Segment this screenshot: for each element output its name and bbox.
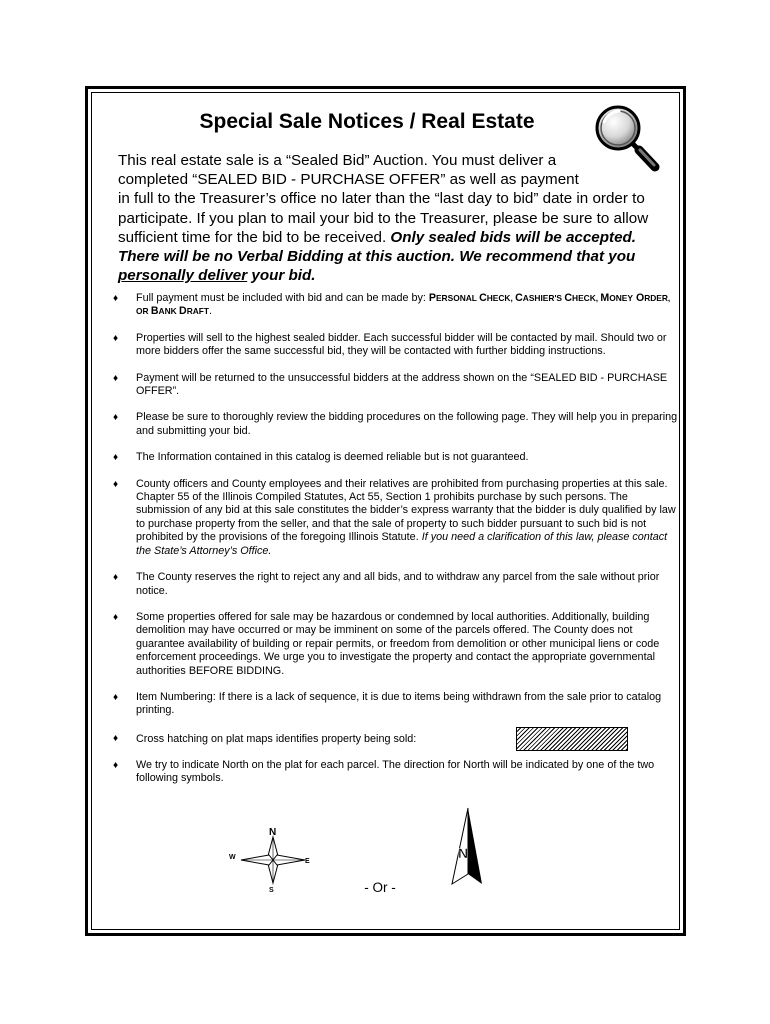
diamond-bullet-icon: ♦ bbox=[113, 611, 119, 623]
intro-first-lines: This real estate sale is a “Sealed Bid” Auction. You must deliver a completed “SEALED BID - PURCHASE OFFER” as well as payment bbox=[118, 152, 579, 189]
intro-bold-2: There will be no Verbal Bidding at this auction. We recommend that you bbox=[118, 248, 636, 266]
compass-e-label: E bbox=[305, 858, 310, 865]
list-item: ♦ Properties will sell to the highest sealed bidder. Each successful bidder will be contacted by mail. Should two or more bidders offer the same successful bid, they will be contacted with further bidding instructions. bbox=[113, 331, 667, 358]
intro-rest: in full to the Treasurer’s office no later than the “last day to bid” date in order to participate. If you plan to mail your bid to the Treasurer, please be sure to allow sufficient time for the bid to be received. bbox=[118, 190, 649, 246]
diamond-bullet-icon: ♦ bbox=[113, 293, 119, 304]
list-item: ♦ County officers and County employees and their relatives are prohibited from purchasing properties at this sale. Chapter 55 of the Illinois Compiled Statutes, Act 55, Section 1 prohibits purchase by such persons. The submission of any bid at this sale constitutes the bidder’s express warranty that the bidder is duly qualified by law to purchase property from the seller, and that the sale of property to such bidder pursuant to such bid is not prohibited by the provisions of the foregoing Illinois Statute. If you need a clarification of this law, please contact the State’s Attorney’s Office. bbox=[113, 477, 676, 557]
intro-bold-1: Only sealed bids will be accepted. bbox=[390, 228, 637, 246]
list-item: ♦ The County reserves the right to reject any and all bids, and to withdraw any parcel from the sale without prior notice. bbox=[113, 571, 660, 597]
diamond-bullet-icon: ♦ bbox=[113, 732, 119, 744]
diamond-bullet-icon: ♦ bbox=[113, 478, 119, 490]
notice-list bbox=[113, 292, 683, 786]
list-item: ♦ Full payment must be included with bid and can be made by: PERSONAL CHECK, CASHIER'S CHECK, MONEY ORDER, OR BANK DRAFT. bbox=[113, 292, 671, 318]
clarification-note: If you need a clarification of this law, please contact the State’s Attorney’s Office. bbox=[136, 531, 668, 557]
page-title: Special Sale Notices / Real Estate bbox=[199, 110, 535, 133]
diamond-bullet-icon: ♦ bbox=[113, 452, 119, 464]
diamond-bullet-icon: ♦ bbox=[113, 372, 119, 384]
list-item: ♦ Please be sure to thoroughly review the bidding procedures on the following page. They will help you in preparing and submitting your bid. bbox=[113, 411, 678, 437]
compass-w-label: W bbox=[229, 854, 236, 861]
or-separator: - Or - bbox=[364, 880, 396, 895]
compass-rose-icon bbox=[225, 823, 325, 893]
list-item: ♦ Item Numbering: If there is a lack of sequence, it is due to items being withdrawn from the sale prior to catalog printing. bbox=[113, 690, 662, 717]
intro-bold-3: your bid. bbox=[247, 267, 316, 285]
north-arrow-icon bbox=[448, 806, 486, 890]
list-item: ♦ We try to indicate North on the plat for each parcel. The direction for North will be indicated by one of the two following symbols. bbox=[113, 758, 655, 785]
list-item: ♦ The Information contained in this catalog is deemed reliable but is not guaranteed. bbox=[113, 451, 529, 464]
diamond-bullet-icon: ♦ bbox=[113, 572, 119, 584]
cross-hatch-sample bbox=[516, 727, 628, 751]
list-item: ♦ Cross hatching on plat maps identifies property being sold: bbox=[113, 727, 683, 751]
intro-underline: personally deliver bbox=[118, 267, 248, 285]
diamond-bullet-icon: ♦ bbox=[113, 412, 119, 424]
list-item: ♦ Payment will be returned to the unsuccessful bidders at the address shown on the “SEALED BID - PURCHASE OFFER”. bbox=[113, 371, 668, 398]
payment-methods: PERSONAL CHECK, CASHIER'S CHECK, MONEY ORDER, OR BANK DRAFT bbox=[136, 292, 671, 318]
diamond-bullet-icon: ♦ bbox=[113, 332, 119, 344]
north-arrow-label: N bbox=[458, 845, 469, 861]
diamond-bullet-icon: ♦ bbox=[113, 691, 119, 703]
compass-n-label: N bbox=[269, 827, 277, 838]
list-item: ♦ Some properties offered for sale may be hazardous or condemned by local authorities. Additionally, building demolition may have occurred or may be imminent on some of the parcels offered. The County does not guarantee availability of building or repair permits, or freedom from demolition or other municipal liens or code enforcement proceedings. We urge you to investigate the property and contact the appropriate governmental authorities BEFORE BIDDING. bbox=[113, 610, 660, 677]
intro-paragraph bbox=[118, 151, 658, 285]
compass-s-label: S bbox=[269, 887, 274, 893]
diamond-bullet-icon: ♦ bbox=[113, 759, 119, 771]
